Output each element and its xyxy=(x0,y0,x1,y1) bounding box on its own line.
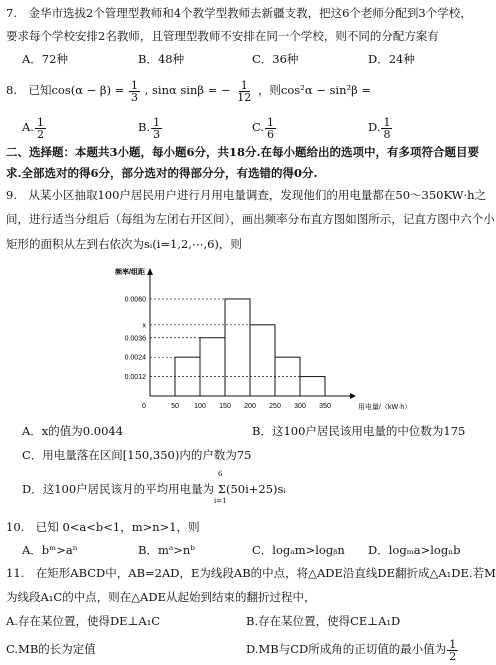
y-tick-label: 0.0060 xyxy=(124,296,146,304)
q8-frac2 xyxy=(235,80,253,103)
q11-option-c: C.MB的长为定值 xyxy=(6,642,96,656)
q8-option-a-frac xyxy=(35,117,46,140)
q10-stem: 10. 已知 0<a<b<1，m>n>1，则 xyxy=(6,520,200,534)
y-tick-label: 0.0024 xyxy=(124,354,146,362)
y-axis-label: 频率/组距 xyxy=(115,269,145,276)
x-tick-label: 200 xyxy=(244,403,256,410)
q9-line1: 9. 从某小区抽取100户居民用户进行月用电量调查，发现他们的用电量都在50～350KW·h之 xyxy=(6,188,487,202)
q9-option-b: B．这100户居民该用电量的中位数为175 xyxy=(252,424,466,438)
q8-option-a-num: 1 xyxy=(36,115,44,129)
q11-option-d-num: 1 xyxy=(449,637,457,651)
q8-option-a xyxy=(22,114,47,140)
q9-option-a: A．x的值为0.0044 xyxy=(22,424,124,438)
q8-option-d-label: D. xyxy=(368,120,381,134)
q8-option-c xyxy=(252,114,277,140)
q11-option-a: A.存在某位置，使得DE⊥A₁C xyxy=(6,614,161,628)
q9-line2: 间，进行适当分组后（每组为左闭右开区间），画出频率分布直方图如图所示，记直方图中六个小 xyxy=(6,212,495,226)
q8-frac2-den: 12 xyxy=(237,90,252,104)
histogram-bar xyxy=(300,377,325,396)
q9-sum-bottom: i=1 xyxy=(214,497,227,505)
q9-option-c: C．用电量落在区间[150,350)内的户数为75 xyxy=(22,448,252,462)
q8-mid: , sinα sinβ = − xyxy=(144,83,231,97)
x-axis-label: 用电量/（kW·h） xyxy=(358,404,412,411)
q8-option-b-frac xyxy=(151,117,162,140)
q9-option-d: D．这100户居民该月的平均用电量为 Σ(50i+25)sᵢ xyxy=(22,482,286,496)
q8-frac1-num: 1 xyxy=(131,78,139,92)
histogram-bar xyxy=(200,338,225,396)
q9-sum-top: 6 xyxy=(218,470,223,478)
x-tick-label: 150 xyxy=(219,403,231,410)
x-tick-label: 250 xyxy=(269,403,281,410)
q8-option-b-num: 1 xyxy=(153,115,161,129)
q8-frac2-num: 1 xyxy=(240,78,248,92)
q8-option-b-den: 3 xyxy=(153,127,161,141)
x-tick-label: 300 xyxy=(294,403,306,410)
q10-option-a: A．bᵐ>aⁿ xyxy=(22,543,78,557)
q10-option-b: B．mᵃ>nᵇ xyxy=(138,543,195,557)
q10-option-c: C．logₐm>logᵦn xyxy=(252,543,345,557)
q8-stem xyxy=(6,78,470,103)
section2-line2: 求.全部选对的得6分，部分选对的得部分分，有选错的得0分. xyxy=(6,166,318,180)
histogram-svg xyxy=(80,266,412,416)
q7-option-b: B．48种 xyxy=(138,52,185,66)
q8-option-d xyxy=(368,114,393,140)
q10-option-d: D．logₘa>logₙb xyxy=(368,543,461,557)
x-axis-arrow xyxy=(350,393,356,399)
q11-line1: 11. 在矩形ABCD中，AB=2AD，E为线段AB的中点，将△ADE沿直线DE翻折成△A₁DE.若M xyxy=(6,566,496,580)
q8-option-a-den: 2 xyxy=(36,127,44,141)
q11-option-d-frac xyxy=(447,639,458,662)
q8-option-d-den: 8 xyxy=(383,127,391,141)
y-tick-label: 0.0012 xyxy=(124,374,146,382)
q8-suffix: ，则cos²α − sin²β = xyxy=(257,83,372,97)
histogram-bar xyxy=(250,325,275,396)
q7-option-d: D．24种 xyxy=(368,52,415,66)
q8-option-d-frac xyxy=(381,117,392,140)
x-tick-label: 50 xyxy=(171,403,179,410)
q11-option-d-text: D.MB与CD所成角的正切值的最小值为 xyxy=(246,642,447,656)
q7-line1: 7. 金华市选拔2个管理型教师和4个教学型教师去新疆支教，把这6个老师分配到3个学校， xyxy=(6,6,472,20)
q8-option-c-label: C. xyxy=(252,120,265,134)
histogram-bar xyxy=(225,299,250,396)
q11-line2: 为线段A₁C的中点，则在△ADE从起始到结束的翻折过程中， xyxy=(6,590,316,604)
x-tick-label: 0 xyxy=(142,403,146,410)
y-tick-label: x xyxy=(142,322,146,330)
q8-option-c-den: 6 xyxy=(267,127,275,141)
histogram-chart xyxy=(80,266,412,416)
q8-option-c-num: 1 xyxy=(267,115,275,129)
section2-line1: 二、选择题：本题共3小题，每小题6分，共18分.在每小题给出的选项中，有多项符合题目要 xyxy=(6,145,480,159)
q8-option-b xyxy=(138,114,163,140)
q8-option-b-label: B. xyxy=(138,120,151,134)
q7-option-c: C．36种 xyxy=(252,52,299,66)
q9-line3: 矩形的面积从左到右依次为sᵢ(i=1,2,⋯,6)，则 xyxy=(6,237,242,251)
q11-option-d xyxy=(246,636,459,662)
x-tick-label: 350 xyxy=(319,403,331,410)
q8-prefix: 8. 已知cos(α − β) = xyxy=(6,83,125,97)
x-tick-label: 100 xyxy=(194,403,206,410)
q7-line2: 要求每个学校安排2名教师，且管理型教师不安排在同一个学校，则不同的分配方案有 xyxy=(6,29,439,43)
q8-option-c-frac xyxy=(265,117,276,140)
q7-option-a: A．72种 xyxy=(22,52,68,66)
q11-option-b: B.存在某位置，使得CE⊥A₁D xyxy=(246,614,401,628)
q8-frac1-den: 3 xyxy=(131,90,139,104)
q8-frac1 xyxy=(129,80,140,103)
y-axis-arrow xyxy=(147,268,153,275)
q8-option-d-num: 1 xyxy=(383,115,391,129)
q8-option-a-label: A. xyxy=(22,120,34,134)
y-tick-label: 0.0036 xyxy=(124,335,146,343)
q11-option-d-den: 2 xyxy=(449,649,457,663)
